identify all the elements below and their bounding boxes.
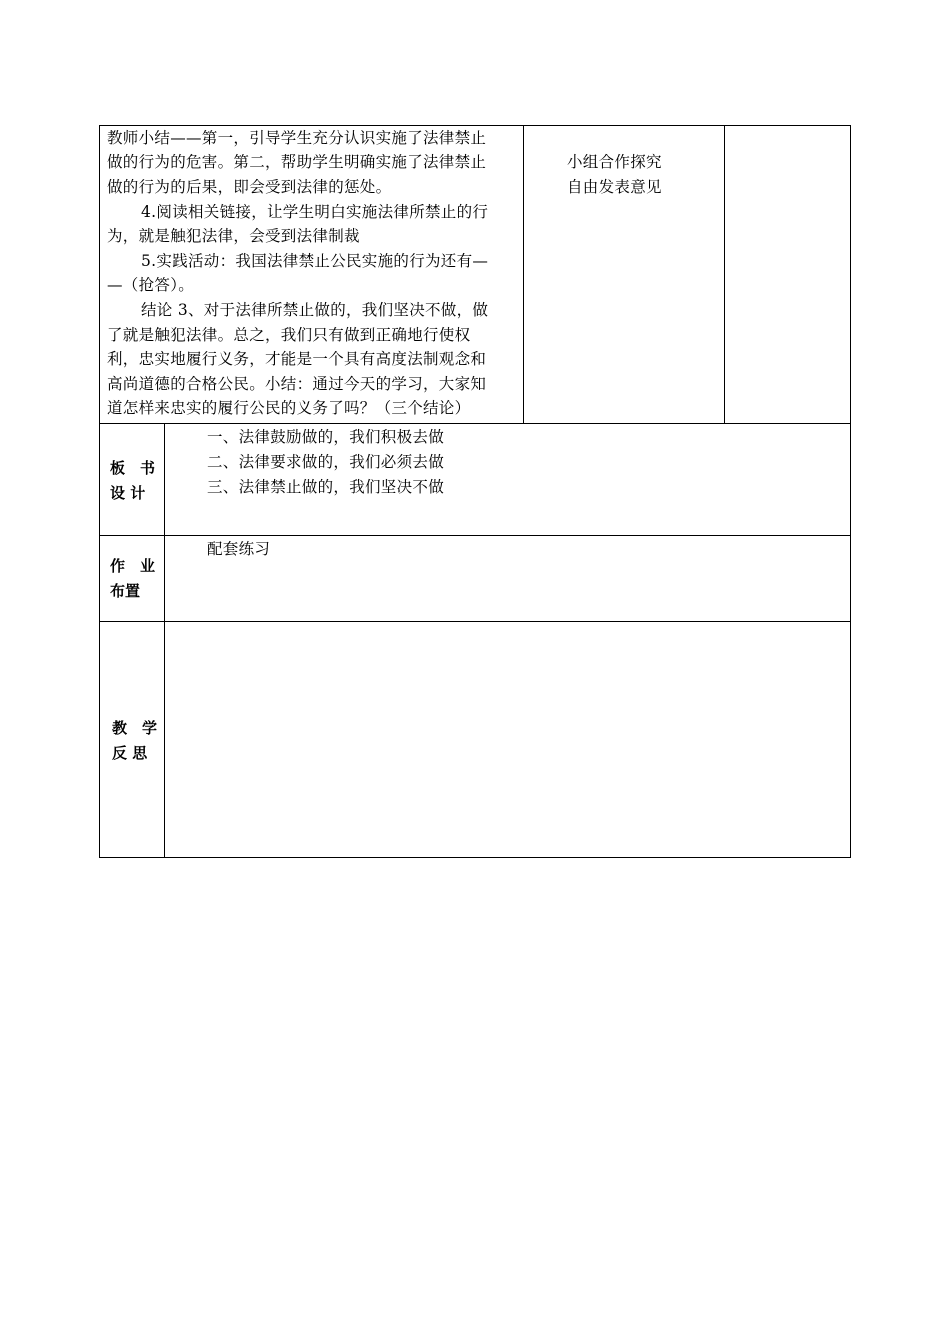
content-line: 道怎样来忠实的履行公民的义务了吗？（三个结论） [107,399,471,417]
board-design-label-2: 设 计 [110,484,146,502]
content-line: 结论 3、对于法律所禁止做的，我们坚决不做，做 [141,301,489,319]
board-design-item: 三、法律禁止做的，我们坚决不做 [207,478,445,496]
content-line: 为，就是触犯法律，会受到法律制裁 [107,227,360,245]
board-design-item: 二、法律要求做的，我们必须去做 [207,453,445,471]
content-line: 利，忠实地履行义务，才能是一个具有高度法制观念和 [107,350,487,368]
col-divider-activity [523,125,524,423]
row-divider-2 [99,535,851,536]
table-border-right [850,125,851,858]
reflection-label-2: 反 思 [112,744,148,762]
content-line: 做的行为的危害。第二，帮助学生明确实施了法律禁止 [107,153,487,171]
content-line: 做的行为的后果，即会受到法律的惩处。 [107,178,392,196]
notes-cell [725,126,850,423]
board-design-item: 一、法律鼓励做的，我们积极去做 [207,428,445,446]
board-design-label-1: 板 书 [110,459,156,477]
homework-label-1: 作 业 [110,557,156,575]
content-line: —（抢答）。 [107,276,195,294]
content-line: 高尚道德的合格公民。小结：通过今天的学习，大家知 [107,375,487,393]
activity-line: 小组合作探究 [567,153,662,171]
homework-label-2: 布置 [110,582,141,600]
table-border-left [99,125,100,858]
reflection-label-1: 教 学 [112,719,158,737]
content-line: 了就是触犯法律。总之，我们只有做到正确地行使权 [107,326,471,344]
homework-content: 配套练习 [207,540,271,558]
row-divider-1 [99,423,851,424]
content-line: 5.实践活动：我国法律禁止公民实施的行为还有— [141,252,489,270]
activity-line: 自由发表意见 [567,178,662,196]
content-line: 4.阅读相关链接，让学生明白实施法律所禁止的行 [141,203,489,221]
content-line: 教师小结——第一，引导学生充分认识实施了法律禁止 [107,129,487,147]
row-divider-3 [99,621,851,622]
table-border-bottom [99,857,851,858]
col-divider-label [164,423,165,857]
